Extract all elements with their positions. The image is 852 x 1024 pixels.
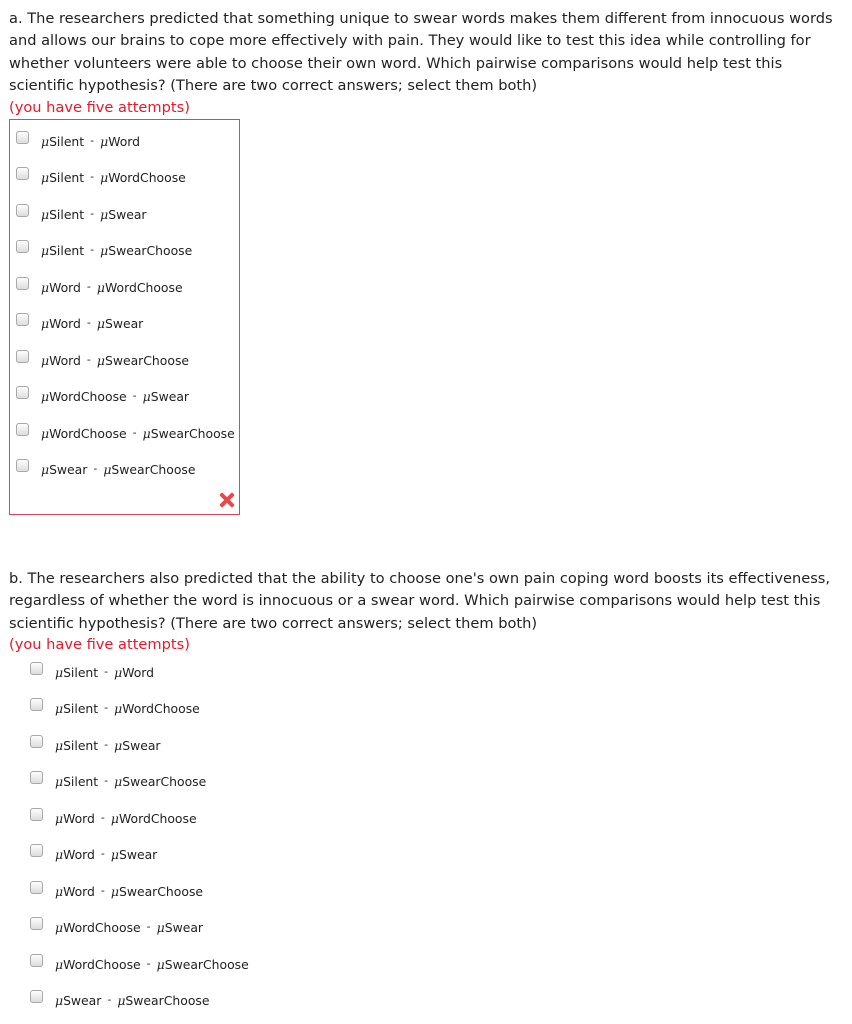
option-b-7[interactable]	[30, 875, 249, 911]
option-label	[41, 125, 140, 151]
mu-symbol: μ	[41, 243, 50, 259]
option-a-7[interactable]	[16, 344, 235, 380]
incorrect-x-icon	[219, 492, 235, 508]
condition-b: SwearChoose	[122, 774, 207, 790]
mu-symbol: μ	[114, 737, 123, 753]
mu-symbol: μ	[100, 134, 109, 149]
option-a-1[interactable]	[16, 125, 235, 161]
minus-sign: -	[93, 461, 98, 475]
mu-symbol: μ	[114, 774, 123, 790]
mu-symbol: μ	[41, 425, 50, 441]
condition-b: WordChoose	[108, 170, 186, 186]
option-a-5[interactable]	[16, 271, 235, 307]
mu-symbol: μ	[55, 956, 64, 972]
minus-sign: -	[107, 992, 112, 1006]
condition-b: SwearChoose	[104, 352, 190, 368]
minus-sign: -	[90, 134, 95, 147]
checkbox[interactable]	[16, 459, 29, 472]
mu-symbol: μ	[96, 352, 105, 368]
minus-sign: -	[90, 206, 95, 220]
option-b-8[interactable]	[30, 911, 249, 947]
mu-symbol: μ	[142, 389, 151, 405]
checkbox[interactable]	[30, 698, 43, 711]
option-b-4[interactable]	[30, 765, 249, 801]
option-label	[41, 198, 147, 224]
minus-sign: -	[132, 389, 137, 403]
mu-symbol: μ	[156, 956, 165, 972]
condition-b: WordChoose	[104, 279, 183, 295]
mu-symbol: μ	[41, 389, 50, 405]
mu-symbol: μ	[156, 920, 165, 936]
mu-symbol: μ	[100, 243, 109, 259]
checkbox[interactable]	[30, 808, 43, 821]
option-label	[55, 911, 203, 937]
option-label	[41, 344, 189, 370]
mu-symbol: μ	[114, 701, 123, 717]
options-list-a	[16, 125, 235, 489]
option-b-1[interactable]	[30, 656, 249, 692]
condition-a: Silent	[49, 134, 85, 149]
option-label	[41, 234, 192, 260]
checkbox[interactable]	[16, 167, 29, 180]
condition-a: WordChoose	[63, 956, 141, 972]
mu-symbol: μ	[55, 810, 64, 826]
condition-a: Silent	[49, 170, 85, 186]
mu-symbol: μ	[142, 425, 151, 441]
minus-sign: -	[100, 847, 105, 861]
option-a-10[interactable]	[16, 453, 235, 489]
checkbox[interactable]	[16, 131, 29, 144]
option-label	[41, 380, 189, 406]
minus-sign: -	[90, 243, 95, 257]
condition-a: Word	[49, 279, 81, 295]
option-a-8[interactable]	[16, 380, 235, 416]
mu-symbol: μ	[41, 279, 50, 295]
condition-a: Silent	[63, 665, 99, 680]
mu-symbol: μ	[96, 316, 105, 332]
checkbox[interactable]	[30, 954, 43, 967]
checkbox[interactable]	[30, 881, 43, 894]
option-label	[55, 656, 154, 682]
minus-sign: -	[132, 425, 137, 439]
option-label	[55, 838, 157, 864]
checkbox[interactable]	[30, 771, 43, 784]
condition-a: Word	[63, 883, 95, 899]
condition-a: Word	[49, 352, 81, 368]
mu-symbol: μ	[96, 279, 105, 295]
checkbox[interactable]	[16, 204, 29, 217]
mu-symbol: μ	[41, 170, 50, 186]
option-label	[55, 802, 197, 828]
condition-a: Word	[63, 810, 95, 826]
condition-b: SwearChoose	[118, 883, 204, 899]
attempts-notice-a: (you have five attempts)	[9, 99, 190, 116]
condition-a: Swear	[63, 992, 102, 1008]
question-b-text: b. The researchers also predicted that the ability to choose one's own pain coping word boosts its effectiveness, regardless of whether the word is innocuous or a swear word. Which pairwise comparisons would help test this scientific hypothesis? (There are two correct answers; select them both)	[9, 570, 831, 632]
condition-b: Word	[108, 134, 141, 149]
minus-sign: -	[146, 956, 151, 970]
checkbox[interactable]	[16, 313, 29, 326]
option-a-6[interactable]	[16, 307, 235, 343]
condition-a: Word	[49, 316, 81, 332]
option-label	[41, 453, 195, 479]
option-label	[55, 692, 200, 718]
option-label	[41, 307, 143, 333]
mu-symbol: μ	[55, 701, 64, 717]
option-label	[55, 729, 161, 755]
checkbox[interactable]	[16, 423, 29, 436]
mu-symbol: μ	[55, 847, 64, 863]
checkbox[interactable]	[30, 662, 43, 675]
minus-sign: -	[104, 665, 109, 678]
attempts-notice-b: (you have five attempts)	[9, 636, 190, 653]
option-label	[41, 271, 183, 297]
option-b-3[interactable]	[30, 729, 249, 765]
options-list-b	[30, 656, 249, 1020]
question-a-text: a. The researchers predicted that something unique to swear words makes them different from innocuous words and allows our brains to cope more effectively with pain. They would like to test this idea while controlling for whether volunteers were able to choose their own word. Which pairwise comparisons would help test this scientific hypothesis? (There are two correct answers; select them both)	[9, 10, 833, 94]
checkbox[interactable]	[30, 844, 43, 857]
minus-sign: -	[86, 352, 91, 366]
minus-sign: -	[90, 170, 95, 184]
condition-b: WordChoose	[122, 701, 200, 717]
condition-a: Silent	[49, 206, 85, 222]
option-a-3[interactable]	[16, 198, 235, 234]
condition-b: SwearChoose	[111, 461, 196, 477]
mu-symbol: μ	[103, 461, 112, 477]
mu-symbol: μ	[110, 810, 119, 826]
condition-a: Silent	[63, 701, 99, 717]
checkbox[interactable]	[16, 386, 29, 399]
option-b-2[interactable]	[30, 692, 249, 728]
condition-b: Swear	[118, 847, 158, 863]
minus-sign: -	[86, 279, 91, 293]
condition-b: Word	[122, 665, 155, 680]
mu-symbol: μ	[41, 134, 50, 149]
mu-symbol: μ	[41, 316, 50, 332]
mu-symbol: μ	[100, 206, 109, 222]
condition-b: Swear	[122, 737, 161, 753]
mu-symbol: μ	[55, 920, 64, 936]
option-b-9[interactable]	[30, 948, 249, 984]
condition-b: SwearChoose	[108, 243, 193, 259]
condition-a: Swear	[49, 461, 88, 477]
mu-symbol: μ	[110, 847, 119, 863]
condition-b: Swear	[150, 389, 190, 405]
condition-a: Silent	[49, 243, 85, 259]
option-a-4[interactable]	[16, 234, 235, 270]
condition-b: SwearChoose	[150, 425, 235, 441]
mu-symbol: μ	[55, 774, 64, 790]
checkbox[interactable]	[16, 240, 29, 253]
condition-a: Silent	[63, 737, 99, 753]
mu-symbol: μ	[41, 206, 50, 222]
minus-sign: -	[104, 774, 109, 788]
condition-b: Swear	[164, 920, 204, 936]
option-label	[41, 161, 186, 187]
option-a-9[interactable]	[16, 417, 235, 453]
checkbox[interactable]	[30, 990, 43, 1003]
minus-sign: -	[104, 701, 109, 715]
mu-symbol: μ	[55, 992, 64, 1008]
checkbox[interactable]	[16, 277, 29, 290]
condition-a: Silent	[63, 774, 99, 790]
option-a-2[interactable]	[16, 161, 235, 197]
mu-symbol: μ	[55, 883, 64, 899]
minus-sign: -	[100, 883, 105, 897]
mu-symbol: μ	[117, 992, 126, 1008]
condition-a: WordChoose	[49, 389, 127, 405]
mu-symbol: μ	[41, 461, 50, 477]
condition-a: Word	[63, 847, 95, 863]
condition-b: Swear	[104, 316, 144, 332]
condition-b: SwearChoose	[125, 992, 210, 1008]
minus-sign: -	[100, 810, 105, 824]
option-label	[55, 765, 206, 791]
option-label	[55, 875, 203, 901]
mu-symbol: μ	[114, 665, 123, 680]
mu-symbol: μ	[100, 170, 109, 186]
checkbox[interactable]	[16, 350, 29, 363]
condition-b: WordChoose	[118, 810, 197, 826]
option-b-10[interactable]	[30, 984, 249, 1020]
condition-a: WordChoose	[49, 425, 127, 441]
mu-symbol: μ	[55, 737, 64, 753]
option-b-5[interactable]	[30, 802, 249, 838]
mu-symbol: μ	[55, 665, 64, 680]
minus-sign: -	[86, 316, 91, 330]
minus-sign: -	[146, 920, 151, 934]
condition-b: SwearChoose	[164, 956, 249, 972]
condition-b: Swear	[108, 206, 147, 222]
option-label	[55, 948, 249, 974]
mu-symbol: μ	[41, 352, 50, 368]
minus-sign: -	[104, 737, 109, 751]
option-label	[55, 984, 209, 1010]
checkbox[interactable]	[30, 735, 43, 748]
option-label	[41, 417, 235, 443]
mu-symbol: μ	[110, 883, 119, 899]
checkbox[interactable]	[30, 917, 43, 930]
option-b-6[interactable]	[30, 838, 249, 874]
condition-a: WordChoose	[63, 920, 141, 936]
